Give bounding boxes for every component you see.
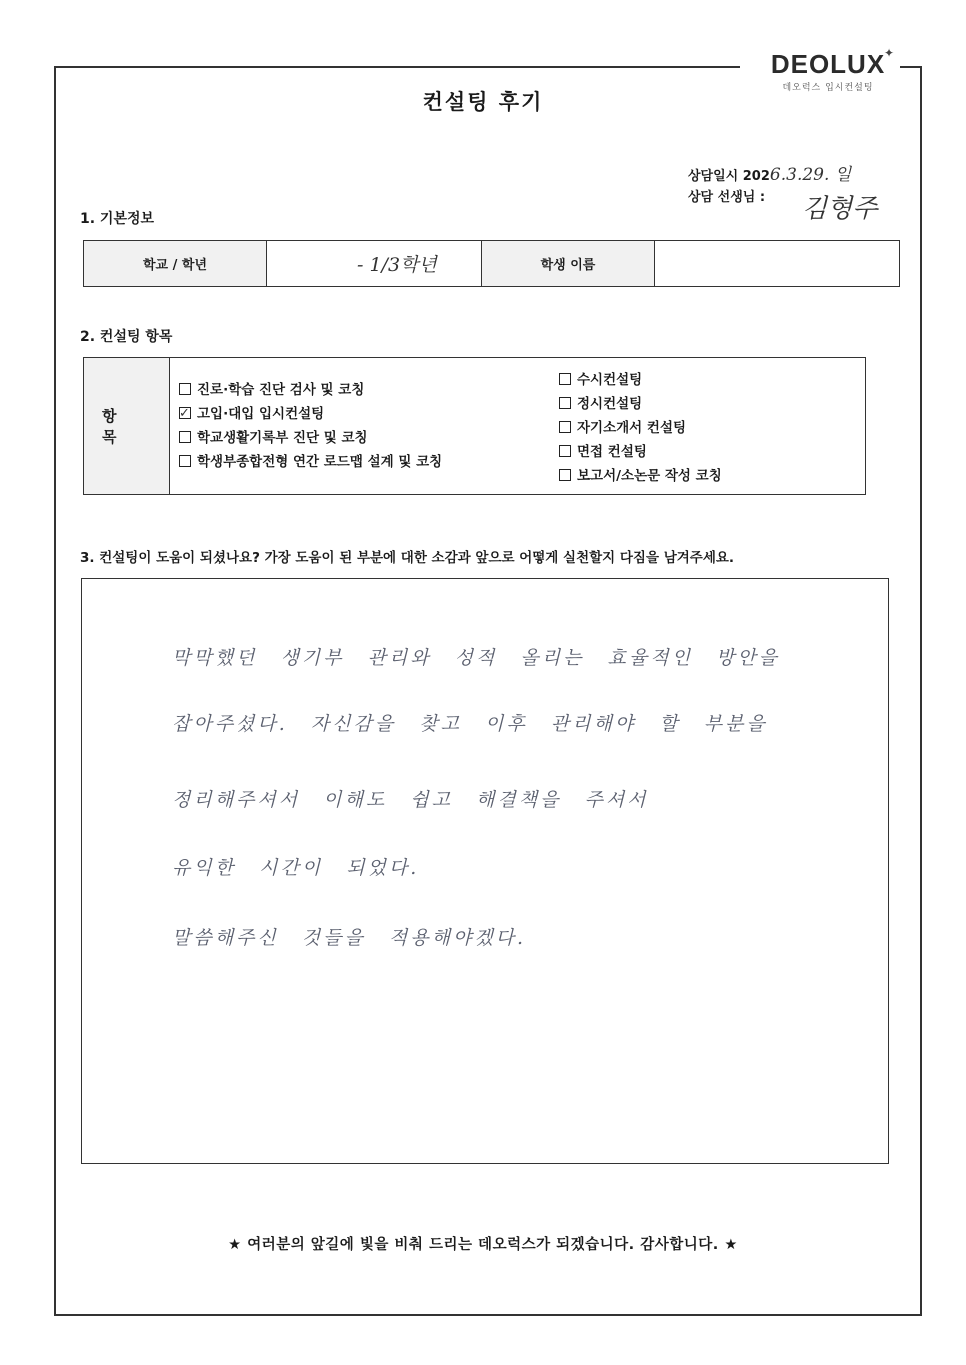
consult-teacher [688,186,765,205]
answer-line: 정리해주셔서 이해도 쉽고 해결책을 주셔서 [172,789,649,811]
consult-items-box [83,357,866,495]
checkbox-icon[interactable] [559,445,571,457]
teacher-signature: 김형주 [802,194,878,224]
checkbox-icon[interactable] [559,469,571,481]
answer-line: 유익한 시간이 되었다. [172,857,420,879]
footer-message: ★ 여러분의 앞길에 빛을 비춰 드리는 데오럭스가 되겠습니다. 감사합니다. ★ [228,1237,738,1253]
items-column-header: 항 목 [84,358,170,494]
logo-tagline: 데오럭스 입시컨설팅 [782,83,874,93]
checkbox-checked-icon[interactable] [179,407,191,419]
item-self-intro[interactable]: 자기소개서 컨설팅 [559,416,722,440]
item-susi[interactable]: 수시컨설팅 [559,368,722,392]
teacher-label: 상담 선생님 : [688,190,766,205]
item-career-diagnosis[interactable]: 진로·학습 진단 검사 및 코칭 [179,378,442,402]
section1-heading: 1. 기본정보 [80,211,155,227]
section3-question: 3. 컨설팅이 도움이 되셨나요? 가장 도움이 된 부분에 대한 소감과 앞으로 어떻게 실천할지 다짐을 남겨주세요. [80,550,735,566]
page-title: 컨설팅 후기 [422,90,544,114]
date-label: 상담일시 202 [688,169,770,184]
answer-line: 막막했던 생기부 관리와 성적 올리는 효율적인 방안을 [172,647,781,669]
consult-date [688,160,851,185]
answer-box[interactable] [81,578,889,1164]
checkbox-icon[interactable] [559,421,571,433]
checkbox-icon[interactable] [559,373,571,385]
checkbox-icon[interactable] [179,431,191,443]
checkbox-icon[interactable] [179,455,191,467]
item-roadmap-design[interactable]: 학생부종합전형 연간 로드맵 설계 및 코칭 [179,450,442,474]
student-value [655,241,900,287]
item-report[interactable]: 보고서/소논문 작성 코칭 [559,464,722,488]
answer-line: 잡아주셨다. 자신감을 찾고 이후 관리해야 할 부분을 [172,713,768,735]
date-value: 6.3.29. 일 [769,165,852,185]
school-value [267,241,482,287]
school-label: 학교 / 학년 [84,241,267,287]
right-item-list [559,368,722,488]
item-jeongsi[interactable]: 정시컨설팅 [559,392,722,416]
student-label: 학생 이름 [482,241,655,287]
school-grade-handwriting: - 1/3학년 [357,254,437,276]
item-admission-consulting[interactable]: ✓고입·대입 입시컨설팅 [179,402,442,426]
basic-info-table [83,240,900,287]
left-item-list [179,378,442,474]
checkbox-icon[interactable] [559,397,571,409]
item-interview[interactable]: 면접 컨설팅 [559,440,722,464]
section2-heading: 2. 컨설팅 항목 [80,329,173,345]
checkbox-icon[interactable] [179,383,191,395]
logo-brand: DEOLUX [770,49,886,79]
item-record-diagnosis[interactable]: 학교생활기록부 진단 및 코칭 [179,426,442,450]
answer-line: 말씀해주신 것들을 적용해야겠다. [172,927,527,949]
logo-star-icon: ✦ [884,46,895,60]
